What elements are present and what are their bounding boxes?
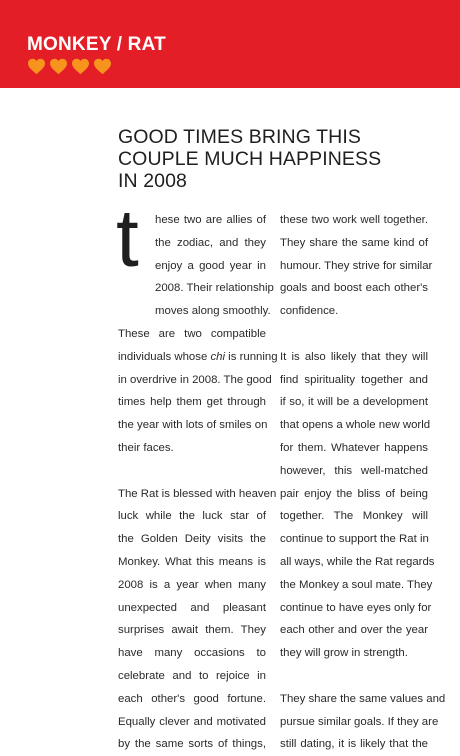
text-line: these two work well together. bbox=[280, 214, 428, 226]
text-line: by the same sorts of things, bbox=[118, 738, 266, 751]
text-line: It is also likely that they will bbox=[280, 350, 428, 363]
article-column-left bbox=[118, 209, 278, 756]
text-line: still dating, it is likely that the bbox=[280, 738, 428, 751]
headline-line: COUPLE MUCH HAPPINESS bbox=[118, 148, 382, 170]
headline-line: IN 2008 bbox=[118, 170, 187, 192]
text-line: all ways, while the Rat regards bbox=[280, 555, 435, 568]
text-line: however, this well-matched bbox=[280, 464, 428, 477]
text-line: surprises await them. They bbox=[118, 624, 266, 637]
text-line: that opens a whole new world bbox=[280, 419, 431, 432]
heart-icon bbox=[27, 58, 46, 75]
text-line: 2008. Their relationship bbox=[155, 282, 274, 295]
text-line: These are two compatible bbox=[118, 327, 266, 340]
text-line: They share the same values and bbox=[280, 692, 446, 705]
compatibility-rating bbox=[27, 58, 112, 75]
text-line: hese two are allies of bbox=[155, 214, 266, 226]
text-line: their faces. bbox=[118, 441, 174, 454]
heart-icon bbox=[93, 58, 112, 75]
text-line: the zodiac, and they bbox=[155, 236, 266, 249]
text-line: goals and boost each other's bbox=[280, 282, 428, 295]
text-line: enjoy a good year in bbox=[155, 259, 266, 272]
text-line: each other's good fortune. bbox=[118, 692, 266, 705]
text-line: 2008 is a year when many bbox=[118, 578, 266, 591]
text-line: continue to support the Rat in bbox=[280, 533, 429, 546]
text-line: they will grow in strength. bbox=[280, 647, 408, 660]
text-line: luck while the luck star of bbox=[118, 510, 266, 523]
text-line: each other and over the year bbox=[280, 624, 428, 637]
text-line: the year with lots of smiles on bbox=[118, 419, 268, 432]
text-line: Monkey. What this means is bbox=[118, 555, 266, 568]
text-line: have many occasions to bbox=[118, 647, 266, 660]
heart-icon bbox=[49, 58, 68, 75]
article-headline bbox=[118, 126, 418, 192]
header-banner bbox=[0, 0, 460, 88]
text-line: if so, it will be a development bbox=[280, 396, 428, 409]
text-line: continue to have eyes only for bbox=[280, 601, 432, 614]
text-line: for them. Whatever happens bbox=[280, 441, 428, 454]
section-title: MONKEY / RAT bbox=[27, 34, 166, 55]
text-line: find spirituality together and bbox=[280, 373, 428, 386]
headline-line: GOOD TIMES BRING THIS bbox=[118, 126, 361, 148]
text-line: unexpected and pleasant bbox=[118, 601, 266, 614]
text-line: Equally clever and motivated bbox=[118, 715, 266, 728]
text-line: pair enjoy the bliss of being bbox=[280, 487, 428, 500]
text-line: humour. They strive for similar bbox=[280, 259, 433, 272]
text-line: individuals whose chi is running bbox=[118, 350, 278, 363]
text-line: the Monkey a soul mate. They bbox=[280, 578, 433, 591]
text-line: times help them get through bbox=[118, 396, 266, 409]
text-line: in overdrive in 2008. The good bbox=[118, 373, 272, 386]
paragraph-break bbox=[280, 323, 428, 346]
text-line: moves along smoothly. bbox=[155, 305, 271, 318]
text-line: They share the same kind of bbox=[280, 236, 428, 249]
text-line: together. The Monkey will bbox=[280, 510, 428, 523]
article-column-right bbox=[280, 209, 446, 756]
text-line: the Golden Deity visits the bbox=[118, 533, 266, 546]
paragraph-break bbox=[118, 460, 266, 483]
paragraph-break bbox=[280, 665, 428, 688]
text-line: celebrate and to rejoice in bbox=[118, 669, 266, 682]
text-line: The Rat is blessed with heaven bbox=[118, 487, 277, 500]
text-line: pursue similar goals. If they are bbox=[280, 715, 439, 728]
text-line: confidence. bbox=[280, 305, 339, 318]
drop-cap: t bbox=[116, 193, 139, 284]
heart-icon bbox=[71, 58, 90, 75]
